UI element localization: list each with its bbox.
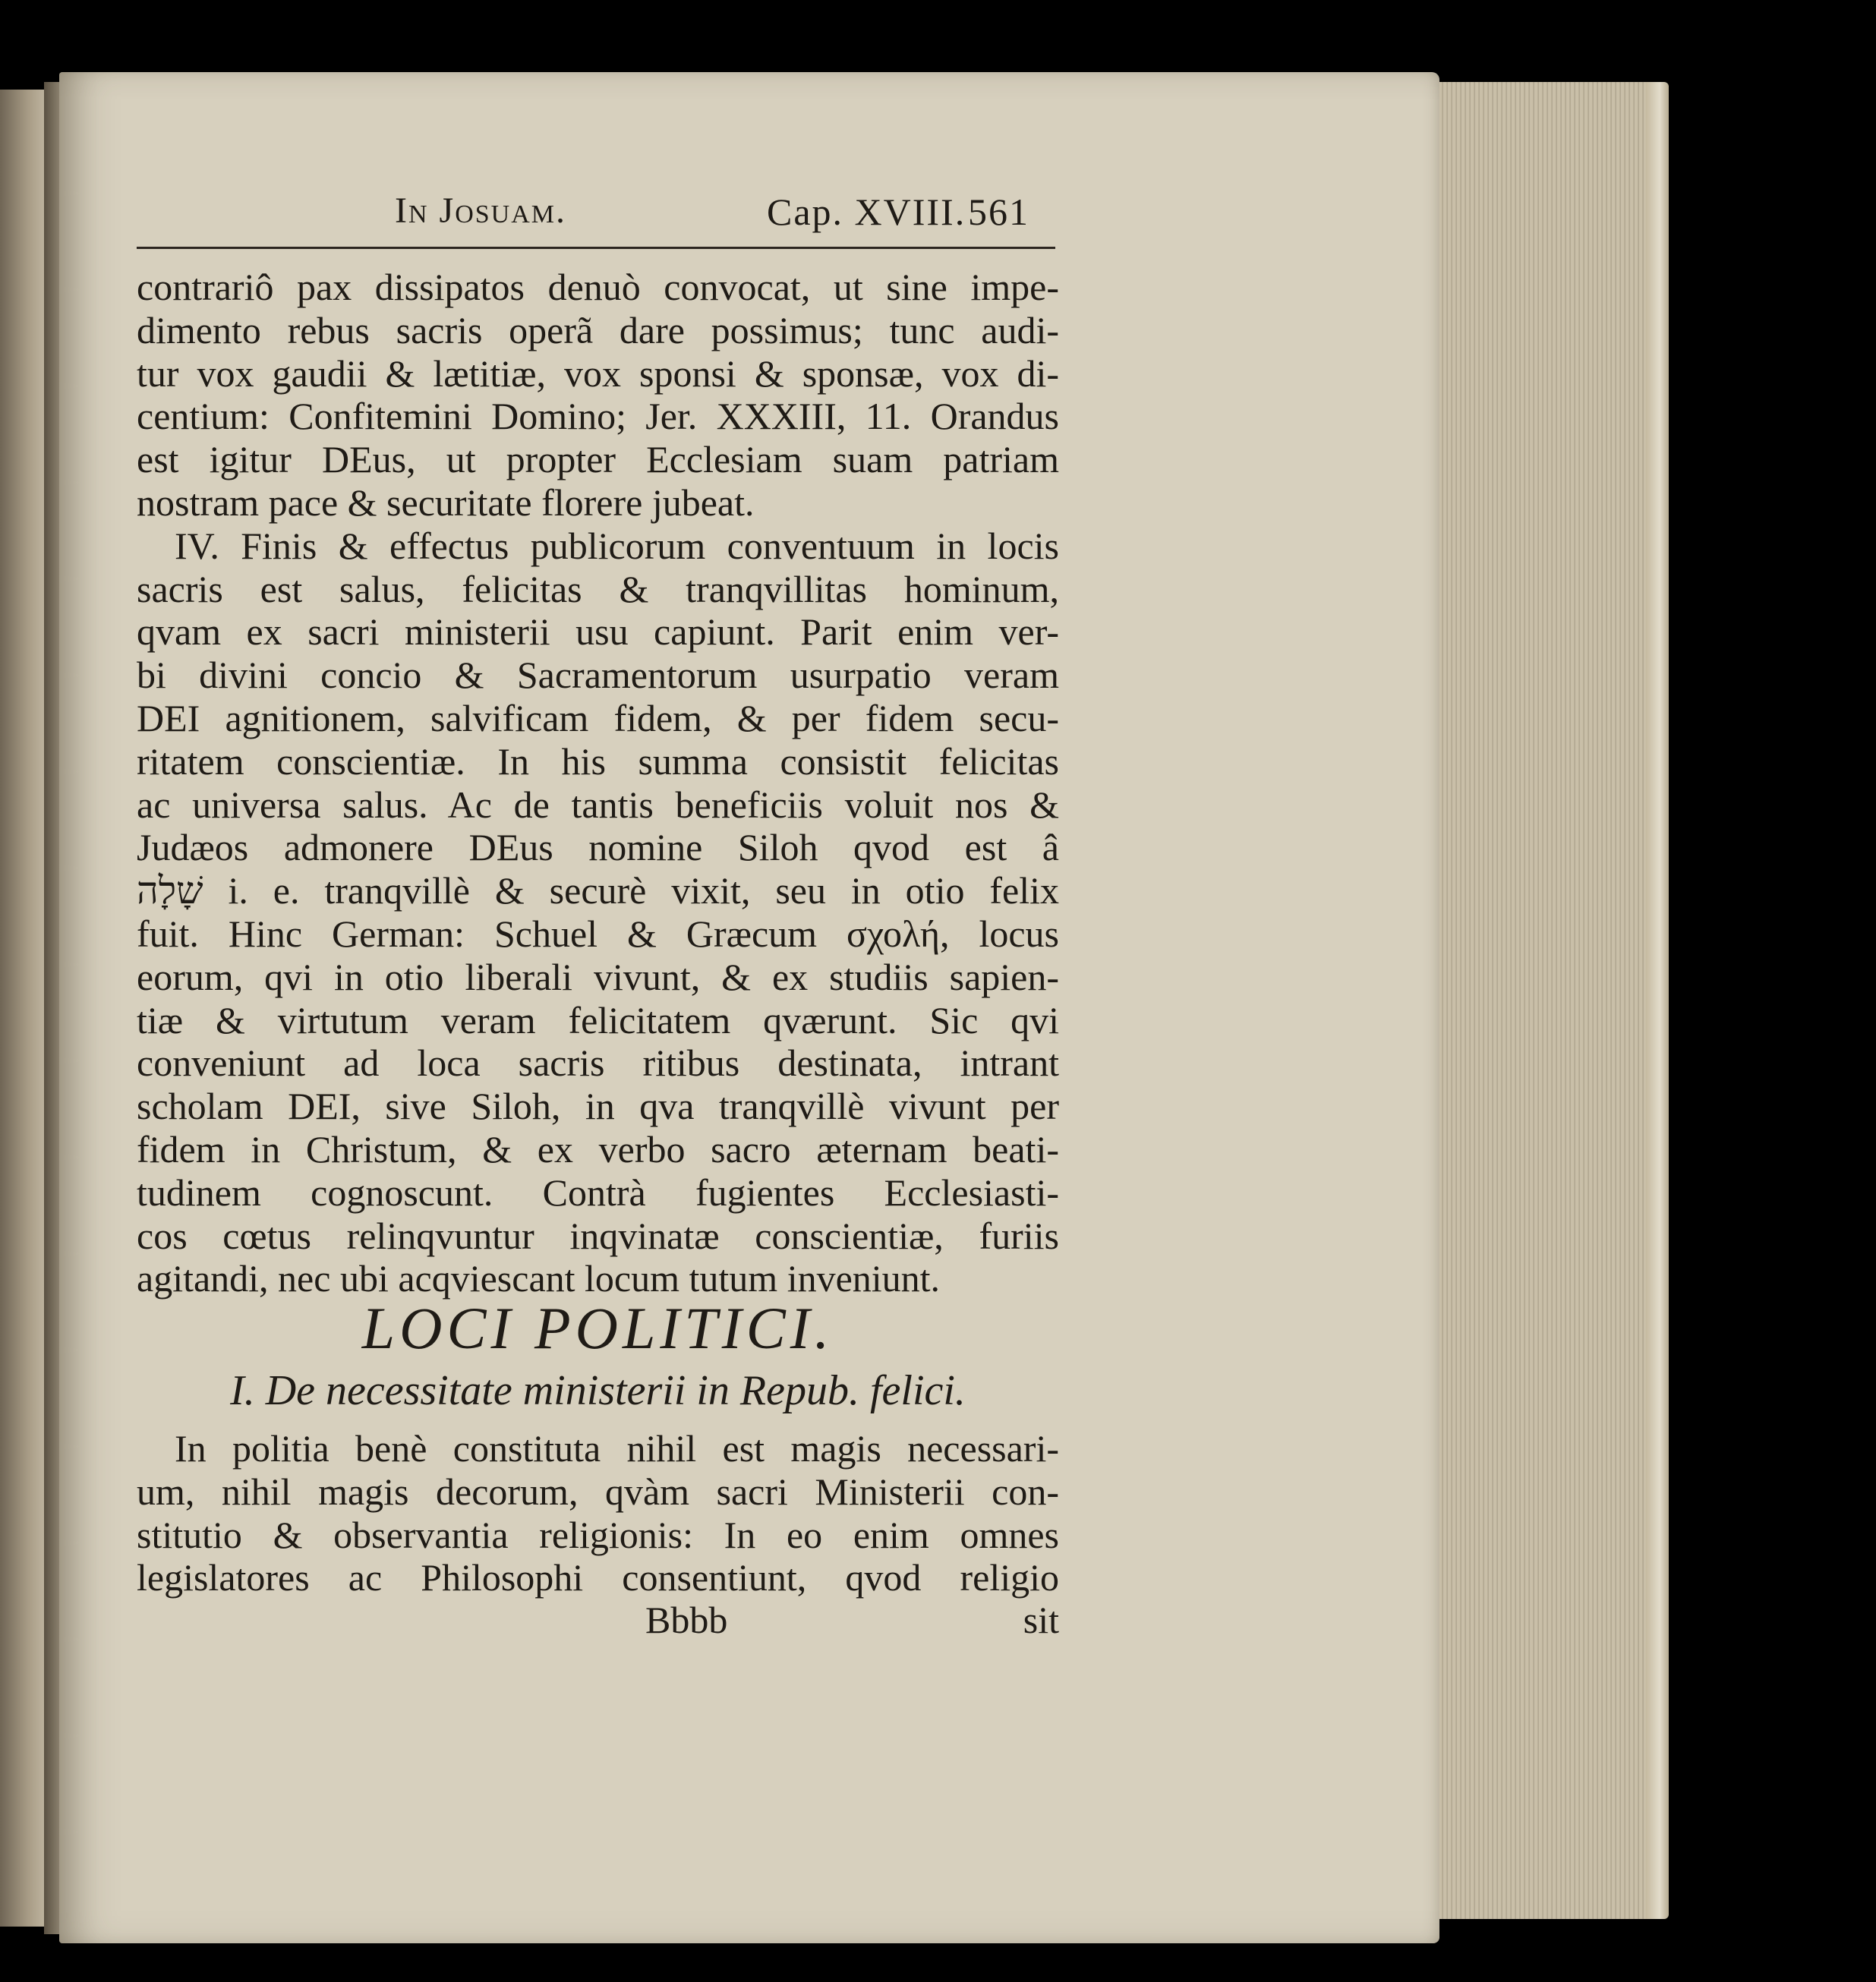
body-text xyxy=(137,266,1059,1300)
text-line: cos cœtus relinqvuntur inqvinatæ conscientiæ, furiis xyxy=(137,1214,1059,1257)
text-line: bi divini concio & Sacramentorum usurpatio veram xyxy=(137,654,1059,697)
running-head xyxy=(387,190,1070,243)
page-number: 561 xyxy=(968,191,1029,233)
text-line: sacris est salus, felicitas & tranqvillitas hominum, xyxy=(137,567,1059,610)
text-line: um, nihil magis decorum, qvàm sacri Ministerii con- xyxy=(137,1470,1059,1513)
signature-mark: Bbbb xyxy=(645,1599,728,1641)
catchword: sit xyxy=(1023,1599,1059,1641)
page-footer xyxy=(137,1598,1059,1651)
body-text-2 xyxy=(137,1427,1059,1599)
text-line: ritatem conscientiæ. In his summa consistit felicitas xyxy=(137,739,1059,783)
text-line: tudinem cognoscunt. Contrà fugientes Ecclesiasti- xyxy=(137,1171,1059,1214)
text-line: tur vox gaudii & lætitiæ, vox sponsi & sponsæ, vox di- xyxy=(137,351,1059,395)
text-line: DEI agnitionem, salvificam fidem, & per fidem secu- xyxy=(137,696,1059,739)
text-line: ac universa salus. Ac de tantis beneficiis voluit nos & xyxy=(137,783,1059,826)
running-title: In Josuam. xyxy=(395,191,567,231)
text-line: dimento rebus sacris operã dare possimus; tunc audi- xyxy=(137,308,1059,351)
page-block-edge xyxy=(1439,82,1648,1919)
section-title: LOCI POLITICI. xyxy=(361,1295,834,1361)
text-line: eorum, qvi in otio liberali vivunt, & ex studiis sapien- xyxy=(137,955,1059,998)
text-line: est igitur DEus, ut propter Ecclesiam suam patriam xyxy=(137,438,1059,481)
text-line: IV. Finis & effectus publicorum conventuum in locis xyxy=(175,524,1059,567)
text-line: In politia benè constituta nihil est magis necessari- xyxy=(175,1427,1059,1470)
text-line: nostram pace & securitate florere jubeat. xyxy=(137,481,755,524)
text-line: tiæ & virtutum veram felicitatem qværunt. Sic qvi xyxy=(137,998,1059,1041)
text-line: scholam DEI, sive Siloh, in qva tranqvillè vivunt per xyxy=(137,1085,1059,1128)
text-line: conveniunt ad loca sacris ritibus destinata, intrant xyxy=(137,1041,1059,1085)
text-line: agitandi, nec ubi acqviescant locum tutum inveniunt. xyxy=(137,1257,941,1300)
header-rule xyxy=(137,247,1055,249)
text-line: fidem in Christum, & ex verbo sacro æternam beati- xyxy=(137,1127,1059,1171)
book-cover xyxy=(1646,82,1669,1919)
section-subtitle: I. De necessitate ministerii in Repub. felici. xyxy=(230,1367,966,1414)
text-line: centium: Confitemini Domino; Jer. XXXIII, 11. Orandus xyxy=(137,395,1059,438)
text-line: qvam ex sacri ministerii usu capiunt. Parit enim ver- xyxy=(137,610,1059,654)
text-line: stitutio & observantia religionis: In eo enim omnes xyxy=(137,1513,1059,1556)
text-line: שָׁלָה i. e. tranqvillè & securè vixit, seu in otio felix xyxy=(137,869,1059,912)
text-line: fuit. Hinc German: Schuel & Græcum σχολή, locus xyxy=(137,912,1059,955)
text-line: legislatores ac Philosophi consentiunt, qvod religio xyxy=(137,1556,1059,1599)
text-line: contrariô pax dissipatos denuò convocat, ut sine impe- xyxy=(137,266,1059,308)
text-line: Judæos admonere DEus nomine Siloh qvod est â xyxy=(137,826,1059,869)
chapter-label: Cap. XVIII. xyxy=(767,191,966,233)
